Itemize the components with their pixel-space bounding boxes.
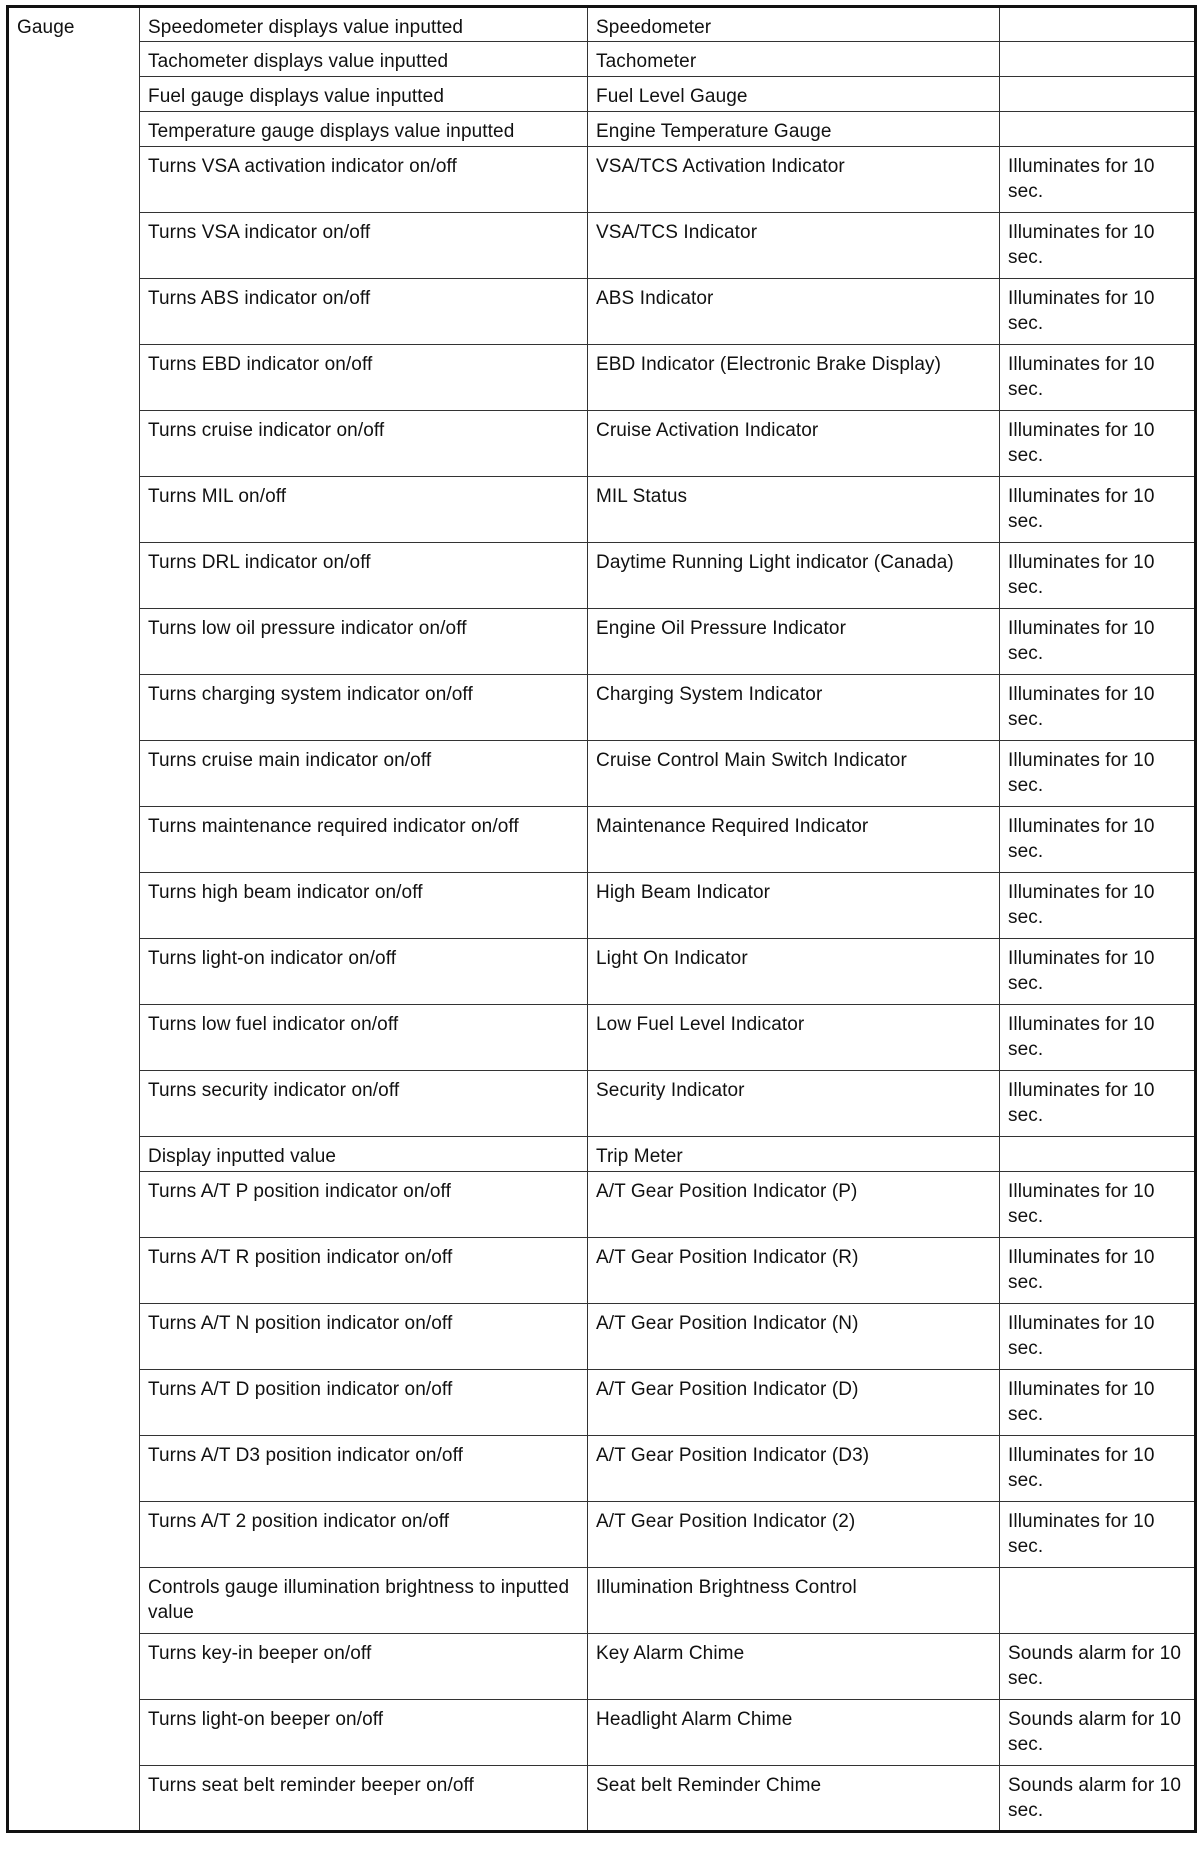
note-cell (1000, 1137, 1196, 1172)
note-cell: Illuminates for 10 sec. (1000, 147, 1196, 213)
table-row (8, 1005, 1196, 1071)
table-row (8, 1071, 1196, 1137)
component-cell: Cruise Control Main Switch Indicator (588, 741, 1000, 807)
note-cell: Illuminates for 10 sec. (1000, 279, 1196, 345)
table-row (8, 1502, 1196, 1568)
note-cell (1000, 42, 1196, 77)
note-cell: Illuminates for 10 sec. (1000, 1172, 1196, 1238)
table-row (8, 1700, 1196, 1766)
function-cell: Turns cruise main indicator on/off (140, 741, 588, 807)
table-row (8, 873, 1196, 939)
note-cell: Illuminates for 10 sec. (1000, 1238, 1196, 1304)
note-cell (1000, 112, 1196, 147)
component-cell: MIL Status (588, 477, 1000, 543)
note-cell: Sounds alarm for 10 sec. (1000, 1634, 1196, 1700)
function-cell: Turns light-on indicator on/off (140, 939, 588, 1005)
note-cell: Illuminates for 10 sec. (1000, 873, 1196, 939)
function-cell: Turns A/T N position indicator on/off (140, 1304, 588, 1370)
note-cell: Illuminates for 10 sec. (1000, 1071, 1196, 1137)
function-cell: Turns VSA activation indicator on/off (140, 147, 588, 213)
document-page (6, 5, 1194, 1833)
note-cell: Illuminates for 10 sec. (1000, 213, 1196, 279)
note-cell: Illuminates for 10 sec. (1000, 1436, 1196, 1502)
function-cell: Display inputted value (140, 1137, 588, 1172)
component-cell: High Beam Indicator (588, 873, 1000, 939)
function-cell: Temperature gauge displays value inputted (140, 112, 588, 147)
table-row (8, 279, 1196, 345)
note-cell: Illuminates for 10 sec. (1000, 741, 1196, 807)
note-cell: Illuminates for 10 sec. (1000, 807, 1196, 873)
component-cell: Tachometer (588, 42, 1000, 77)
component-cell: Engine Oil Pressure Indicator (588, 609, 1000, 675)
table-row (8, 213, 1196, 279)
component-cell: A/T Gear Position Indicator (2) (588, 1502, 1000, 1568)
table-row (8, 1568, 1196, 1634)
function-cell: Turns A/T 2 position indicator on/off (140, 1502, 588, 1568)
table-row (8, 1172, 1196, 1238)
function-cell: Turns high beam indicator on/off (140, 873, 588, 939)
note-cell: Illuminates for 10 sec. (1000, 609, 1196, 675)
component-cell: VSA/TCS Indicator (588, 213, 1000, 279)
table-row (8, 345, 1196, 411)
component-cell: Speedometer (588, 7, 1000, 42)
note-cell: Sounds alarm for 10 sec. (1000, 1766, 1196, 1832)
note-cell: Illuminates for 10 sec. (1000, 939, 1196, 1005)
table-row (8, 1137, 1196, 1172)
table-row (8, 675, 1196, 741)
function-cell: Turns charging system indicator on/off (140, 675, 588, 741)
function-cell: Turns key-in beeper on/off (140, 1634, 588, 1700)
function-cell: Turns A/T D3 position indicator on/off (140, 1436, 588, 1502)
table-row (8, 543, 1196, 609)
function-cell: Controls gauge illumination brightness to inputted value (140, 1568, 588, 1634)
category-cell: Gauge (8, 7, 140, 1832)
table-row (8, 1370, 1196, 1436)
function-cell: Turns low fuel indicator on/off (140, 1005, 588, 1071)
note-cell: Illuminates for 10 sec. (1000, 675, 1196, 741)
table-row (8, 609, 1196, 675)
component-cell: Maintenance Required Indicator (588, 807, 1000, 873)
table-row (8, 42, 1196, 77)
component-cell: Trip Meter (588, 1137, 1000, 1172)
component-cell: A/T Gear Position Indicator (D) (588, 1370, 1000, 1436)
table-row (8, 1304, 1196, 1370)
note-cell (1000, 7, 1196, 42)
component-cell: A/T Gear Position Indicator (R) (588, 1238, 1000, 1304)
table-row (8, 112, 1196, 147)
note-cell: Sounds alarm for 10 sec. (1000, 1700, 1196, 1766)
component-cell: Engine Temperature Gauge (588, 112, 1000, 147)
table-row (8, 1436, 1196, 1502)
function-cell: Turns ABS indicator on/off (140, 279, 588, 345)
component-cell: A/T Gear Position Indicator (N) (588, 1304, 1000, 1370)
function-cell: Turns EBD indicator on/off (140, 345, 588, 411)
table-row (8, 807, 1196, 873)
component-cell: Charging System Indicator (588, 675, 1000, 741)
component-cell: A/T Gear Position Indicator (P) (588, 1172, 1000, 1238)
component-cell: A/T Gear Position Indicator (D3) (588, 1436, 1000, 1502)
note-cell: Illuminates for 10 sec. (1000, 477, 1196, 543)
function-cell: Turns seat belt reminder beeper on/off (140, 1766, 588, 1832)
function-cell: Tachometer displays value inputted (140, 42, 588, 77)
function-cell: Fuel gauge displays value inputted (140, 77, 588, 112)
function-cell: Turns A/T D position indicator on/off (140, 1370, 588, 1436)
note-cell: Illuminates for 10 sec. (1000, 345, 1196, 411)
note-cell: Illuminates for 10 sec. (1000, 411, 1196, 477)
note-cell: Illuminates for 10 sec. (1000, 1005, 1196, 1071)
component-cell: Light On Indicator (588, 939, 1000, 1005)
function-cell: Turns A/T R position indicator on/off (140, 1238, 588, 1304)
function-cell: Speedometer displays value inputted (140, 7, 588, 42)
note-cell: Illuminates for 10 sec. (1000, 1370, 1196, 1436)
component-cell: EBD Indicator (Electronic Brake Display) (588, 345, 1000, 411)
gauge-function-table (6, 5, 1197, 1833)
function-cell: Turns maintenance required indicator on/off (140, 807, 588, 873)
table-row (8, 477, 1196, 543)
note-cell (1000, 77, 1196, 112)
table-body (8, 7, 1196, 1832)
function-cell: Turns light-on beeper on/off (140, 1700, 588, 1766)
table-row (8, 147, 1196, 213)
component-cell: Illumination Brightness Control (588, 1568, 1000, 1634)
table-row (8, 939, 1196, 1005)
table-row (8, 1634, 1196, 1700)
note-cell: Illuminates for 10 sec. (1000, 543, 1196, 609)
table-row (8, 1766, 1196, 1832)
table-row (8, 411, 1196, 477)
component-cell: Fuel Level Gauge (588, 77, 1000, 112)
function-cell: Turns security indicator on/off (140, 1071, 588, 1137)
component-cell: Headlight Alarm Chime (588, 1700, 1000, 1766)
table-row (8, 7, 1196, 42)
note-cell: Illuminates for 10 sec. (1000, 1304, 1196, 1370)
component-cell: Cruise Activation Indicator (588, 411, 1000, 477)
function-cell: Turns cruise indicator on/off (140, 411, 588, 477)
table-row (8, 77, 1196, 112)
function-cell: Turns VSA indicator on/off (140, 213, 588, 279)
component-cell: Seat belt Reminder Chime (588, 1766, 1000, 1832)
table-row (8, 741, 1196, 807)
component-cell: Key Alarm Chime (588, 1634, 1000, 1700)
function-cell: Turns DRL indicator on/off (140, 543, 588, 609)
component-cell: ABS Indicator (588, 279, 1000, 345)
function-cell: Turns A/T P position indicator on/off (140, 1172, 588, 1238)
table-row (8, 1238, 1196, 1304)
component-cell: Daytime Running Light indicator (Canada) (588, 543, 1000, 609)
function-cell: Turns MIL on/off (140, 477, 588, 543)
note-cell (1000, 1568, 1196, 1634)
function-cell: Turns low oil pressure indicator on/off (140, 609, 588, 675)
note-cell: Illuminates for 10 sec. (1000, 1502, 1196, 1568)
component-cell: Low Fuel Level Indicator (588, 1005, 1000, 1071)
component-cell: Security Indicator (588, 1071, 1000, 1137)
component-cell: VSA/TCS Activation Indicator (588, 147, 1000, 213)
